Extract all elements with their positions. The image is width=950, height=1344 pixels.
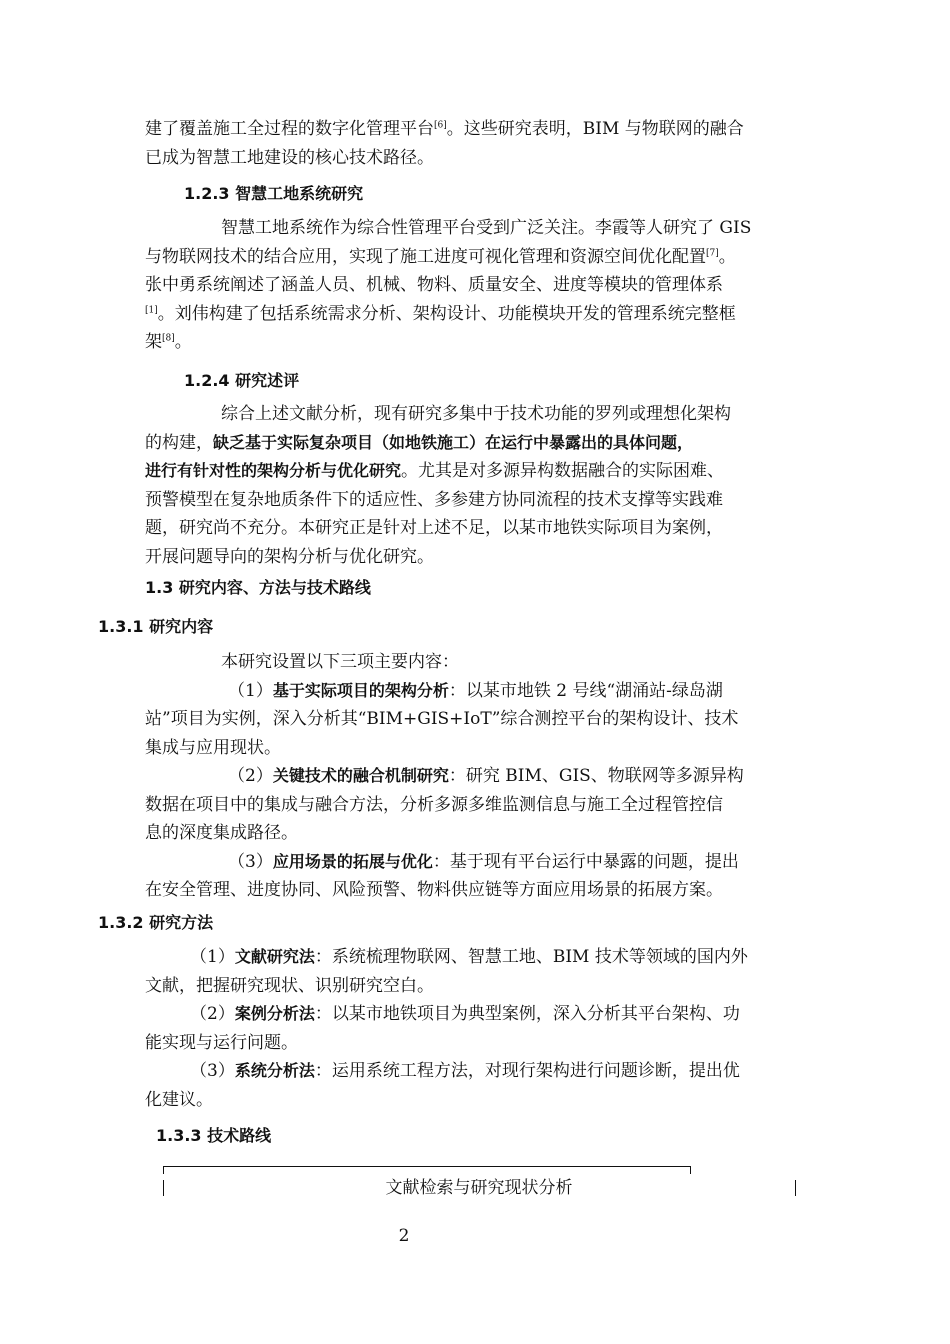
text-line: ：基于现有平台运行中暴露的问题，提出 [432,851,739,872]
bold-text: 缺乏基于实际复杂项目（如地铁施工）在运行中暴露出的具体问题， [213,432,694,452]
paragraph-1-2-3 [145,214,810,357]
bold-text: 关键技术的融合机制研究 [272,766,449,785]
text-line: 息的深度集成路径。 [145,823,298,843]
flowchart-box-label: 文献检索与研究现状分析 [385,1178,573,1198]
text-line: 预警模型在复杂地质条件下的适应性、多参建方协同流程的技术支撑等实践难 [145,489,723,510]
text-line: 。这些研究表明，BIM 与物联网的融合 [446,119,744,139]
bold-text: 进行有针对性的架构分析与优化研究 [145,461,402,480]
text-line: 。 [174,332,192,352]
bold-text: 系统分析法 [234,1061,315,1080]
text-line: 本研究设置以下三项主要内容： [221,652,459,672]
item-number: （3） [190,1061,235,1081]
heading-1-2-3: 1.2.3 智慧工地系统研究 [184,184,364,203]
heading-1-3: 1.3 研究内容、方法与技术路线 [145,578,371,597]
citation: [8] [162,333,175,344]
citation: [7] [706,247,719,258]
text-line: 集成与应用现状。 [145,737,281,758]
bold-text: 案例分析法 [234,1004,315,1023]
text-line: 站”项目为实例，深入分析其“BIM+GIS+IoT”综合测控平台的架构设计、技术 [145,709,739,729]
text-line: ：运用系统工程方法，对现行架构进行问题诊断，提出优 [314,1061,740,1081]
citation: [1] [145,304,158,315]
text-line: 在安全管理、进度协同、风险预警、物料供应链等方面应用场景的拓展方案。 [145,880,723,900]
paragraph-1-2-4 [145,400,810,571]
text-line: 已成为智慧工地建设的核心技术路径。 [145,147,434,168]
text-line: 。尤其是对多源异构数据融合的实际困难、 [401,461,725,481]
bold-text: 应用场景的拓展与优化 [272,851,433,871]
text-line: ：以某市地铁 2 号线“湖涌站-绿岛湖 [448,680,723,701]
text-line: 开展问题导向的架构分析与优化研究。 [145,546,434,567]
bold-text: 基于实际项目的架构分析 [272,680,449,700]
page-number: 2 [398,1226,410,1246]
heading-1-3-3: 1.3.3 技术路线 [156,1126,272,1145]
heading-1-2-4: 1.2.4 研究述评 [184,371,300,390]
heading-1-3-1: 1.3.1 研究内容 [98,617,214,636]
text-line: 数据在项目中的集成与融合方法，分析多源多维监测信息与施工全过程管控信 [145,794,723,815]
item-number: （2） [190,1004,235,1024]
text-line: 能实现与运行问题。 [145,1032,298,1053]
text-line: 与物联网技术的结合应用，实现了施工进度可视化管理和资源空间优化配置 [145,246,706,267]
text-line: ：以某市地铁项目为典型案例，深入分析其平台架构、功 [314,1004,740,1024]
text-line: 综合上述文献分析，现有研究多集中于技术功能的罗列或理想化架构 [221,404,731,424]
text-line: 文献，把握研究现状、识别研究空白。 [145,975,434,996]
item-number: （1） [190,947,235,967]
item-number: （3） [228,851,273,872]
text-line: 智慧工地系统作为综合性管理平台受到广泛关注。李霞等人研究了 GIS [221,218,752,238]
bold-text: 文献研究法 [234,947,315,966]
text-line: 张中勇系统阐述了涵盖人员、机械、物料、质量安全、进度等模块的管理体系 [145,275,723,295]
text-line: 架 [145,332,162,352]
flowchart-box-right-border [795,1180,796,1196]
text-line: ：系统梳理物联网、智慧工地、BIM 技术等领域的国内外 [314,947,748,967]
heading-1-3-2: 1.3.2 研究方法 [98,913,214,932]
text-line: 题，研究尚不充分。本研究正是针对上述不足，以某市地铁实际项目为案例， [145,518,723,538]
paragraph-intro [145,115,810,172]
text-line: ：研究 BIM、GIS、物联网等多源异构 [448,766,744,786]
item-number: （2） [228,766,273,786]
paragraph-1-3-1 [145,648,810,905]
text-line: 的构建， [145,432,213,453]
text-line: 。 [718,246,736,267]
text-line: 化建议。 [145,1089,213,1110]
text-line: 建了覆盖施工全过程的数字化管理平台 [145,119,434,139]
text-line: 。刘伟构建了包括系统需求分析、架构设计、功能模块开发的管理系统完整框 [157,303,736,324]
paragraph-1-3-2 [145,943,810,1114]
flowchart-box-top-border [163,1166,691,1174]
citation: [6] [434,120,447,131]
item-number: （1） [228,680,273,701]
